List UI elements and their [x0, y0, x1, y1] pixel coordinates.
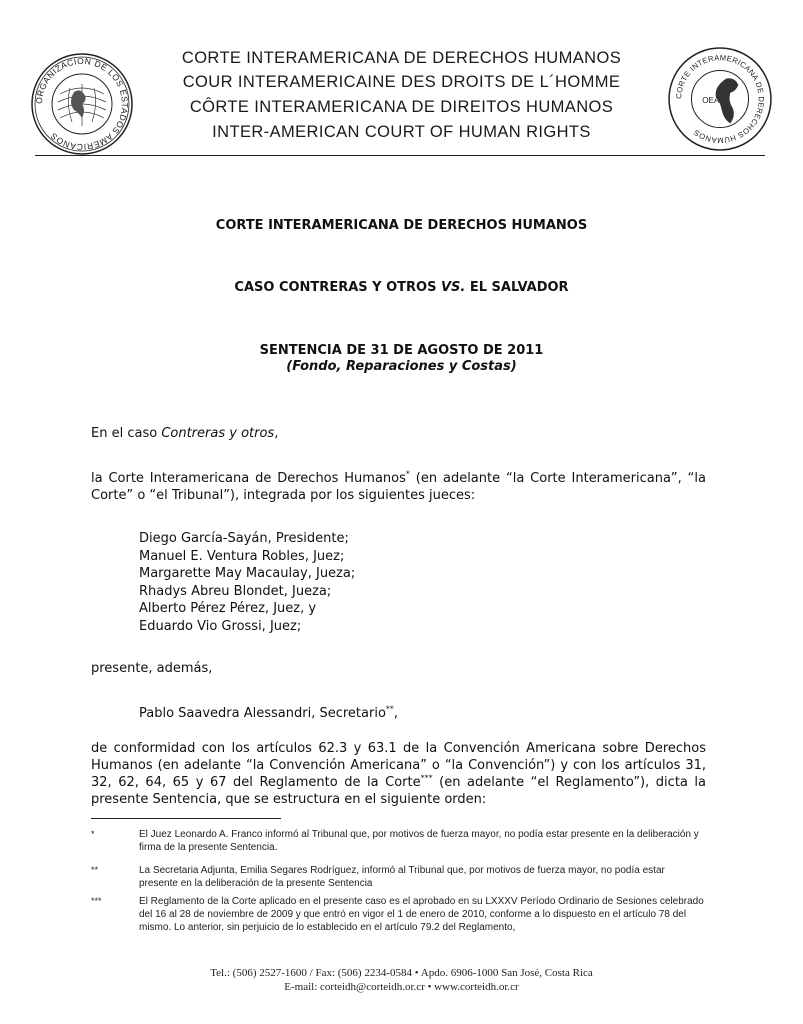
- case-title-prefix: CASO CONTRERAS Y OTROS: [234, 280, 441, 295]
- footer-email: E-mail: corteidh@corteidh.or.cr • www.corteidh.or.cr: [284, 981, 519, 993]
- judge-item: Manuel E. Ventura Robles, Juez;: [139, 548, 345, 564]
- court-paragraph: [91, 470, 706, 504]
- left-seal-text: ORGANIZACION DE LOS ESTADOS AMERICANOS: [33, 55, 131, 153]
- judge-item: Rhadys Abreu Blondet, Jueza;: [139, 583, 332, 599]
- secretary-name: Pablo Saavedra Alessandri, Secretario: [139, 706, 386, 721]
- footnote-1-text: El Juez Leonardo A. Franco informó al Tribunal que, por motivos de fuerza mayor, no podía estar presente en la deliberación y firma de la presente Sentencia.: [139, 829, 699, 853]
- conformity-paragraph: [91, 740, 706, 808]
- header-line-es: CORTE INTERAMERICANA DE DERECHOS HUMANOS: [181, 49, 622, 67]
- footnote-ref-3: ***: [420, 773, 433, 783]
- case-title: [0, 280, 803, 295]
- secretary-line: [139, 705, 398, 722]
- footer-contact: Tel.: (506) 2527-1600 / Fax: (506) 2234-0584 • Apdo. 6906-1000 San José, Costa Rica: [210, 967, 593, 979]
- case-title-vs: VS.: [440, 280, 466, 295]
- footnote-1-mark: *: [91, 829, 95, 839]
- intro-suffix: ,: [274, 426, 279, 441]
- right-seal-text: CORTE INTERAMERICANA DE DERECHOS HUMANOS: [674, 53, 766, 145]
- footnote-3-mark: ***: [91, 896, 102, 906]
- presente-line: presente, además,: [91, 661, 213, 676]
- header-rule: [35, 155, 765, 156]
- case-title-suffix: EL SALVADOR: [465, 280, 569, 295]
- secretary-suffix: ,: [393, 706, 399, 721]
- footnote-2: [91, 864, 706, 890]
- judge-item: Margarette May Macaulay, Jueza;: [139, 566, 356, 581]
- right-seal-center: OEA: [702, 96, 720, 106]
- footnote-3-text: El Reglamento de la Corte aplicado en el presente caso es el aprobado en su LXXXV Período Ordinario de Sesiones celebrado del 16 al 28 de noviembre de 2009 y que entró en vigor el 1 de enero de 2010, conforme a lo dispuesto en el artículo 78 del mismo. Lo anterior, sin perjuicio de lo establecido en el artículo 79.2 del Reglamento,: [139, 896, 704, 933]
- footnote-1: [91, 828, 706, 854]
- judges-list: [139, 530, 355, 635]
- footnote-ref-2: **: [385, 704, 394, 714]
- header-line-pt: CÔRTE INTERAMERICANA DE DIREITOS HUMANOS: [189, 98, 614, 116]
- intro-line: [91, 425, 278, 442]
- conformity-part1: de conformidad con los artículos 62.3 y 63.1 de la Convención Americana sobre Derechos Humanos (en adelante “la Convención Americana” o “la Convención”) y con los artículos 31, 32, 62, 64, 65 y 67 del Reglamento de la Corte: [91, 741, 706, 790]
- footnote-3: [91, 895, 706, 934]
- court-seal-right: [667, 46, 771, 150]
- court-title: CORTE INTERAMERICANA DE DERECHOS HUMANOS: [215, 218, 588, 233]
- footnote-2-text: La Secretaria Adjunta, Emilia Segares Rodríguez, informó al Tribunal que, por motivos de fuerza mayor, no podía estar presente en la deliberación de la presente Sentencia: [139, 865, 665, 889]
- header-line-en: INTER-AMERICAN COURT OF HUMAN RIGHTS: [212, 123, 591, 141]
- intro-case-name: Contreras y otros: [161, 426, 275, 441]
- footnote-2-mark: **: [91, 865, 99, 875]
- court-para-part1: la Corte Interamericana de Derechos Humanos: [91, 471, 406, 486]
- judge-item: Diego García-Sayán, Presidente;: [139, 531, 349, 546]
- intro-prefix: En el caso: [91, 426, 162, 441]
- footnote-separator: [91, 818, 281, 819]
- judge-item: Alberto Pérez Pérez, Juez, y: [139, 601, 317, 616]
- judgment-title: SENTENCIA DE 31 DE AGOSTO DE 2011: [259, 343, 544, 358]
- footnote-ref-1: *: [405, 469, 410, 479]
- header-line-fr: COUR INTERAMERICAINE DES DROITS DE L´HOMME: [182, 73, 621, 91]
- judge-item: Eduardo Vio Grossi, Juez;: [139, 618, 302, 634]
- judgment-subtitle: (Fondo, Reparaciones y Costas): [286, 359, 517, 374]
- court-para-part2: (en adelante “la Corte Interamericana”, “la Corte” o “el Tribunal”), integrada por los siguientes jueces:: [91, 471, 706, 503]
- conformity-part2: (en adelante “el Reglamento”), dicta la presente Sentencia, que se estructura en el siguiente orden:: [91, 775, 706, 807]
